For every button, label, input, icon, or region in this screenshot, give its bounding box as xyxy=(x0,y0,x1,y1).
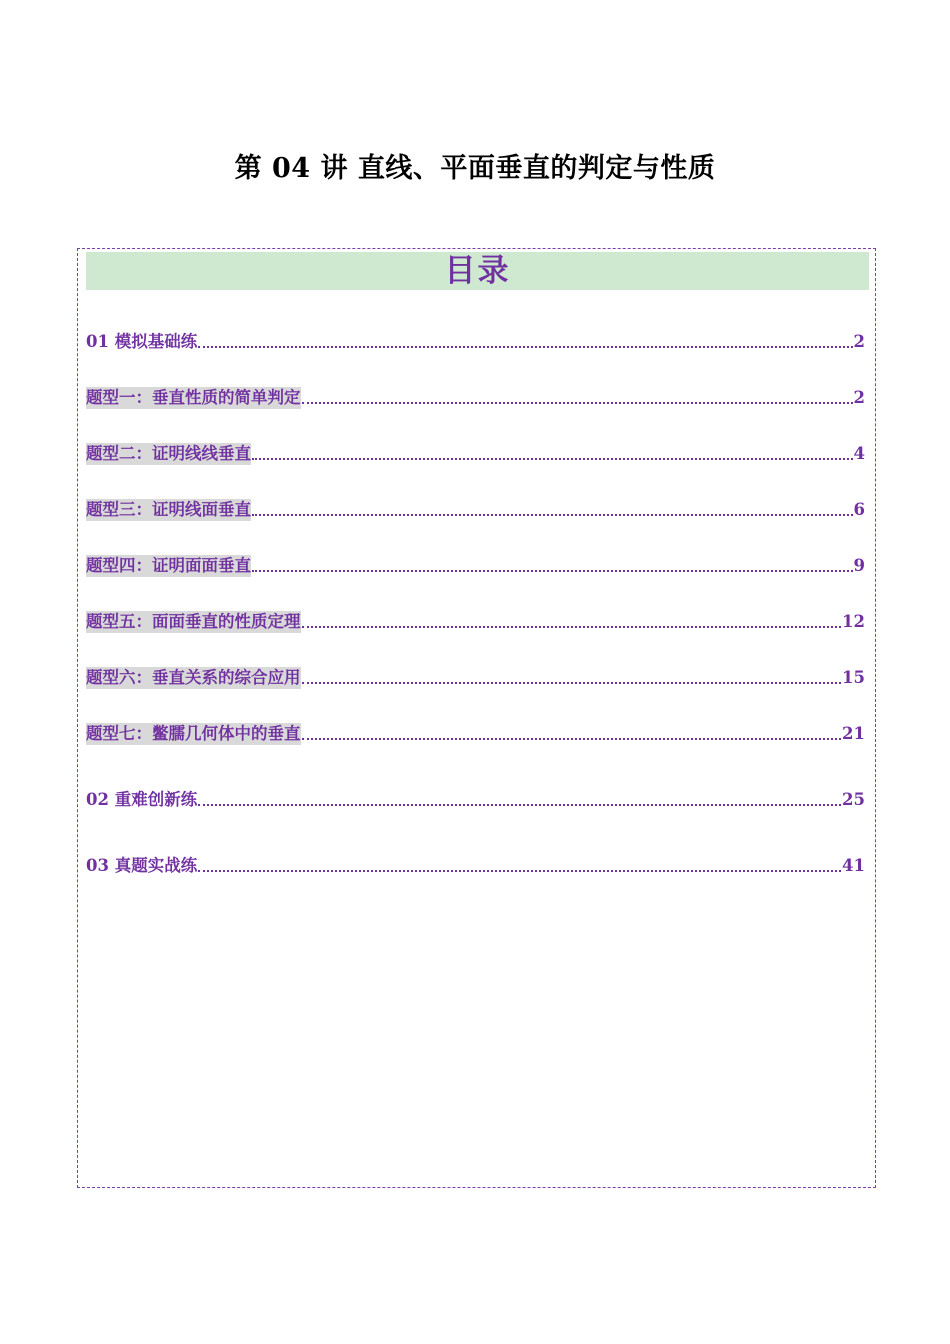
toc-entry-type-4[interactable] xyxy=(86,553,865,577)
toc-entry-label: 题型一：垂直性质的简单判定 xyxy=(86,388,301,407)
toc-page-number: 2 xyxy=(853,332,865,351)
toc-dot-leader xyxy=(252,456,853,460)
toc-dot-leader xyxy=(302,400,853,404)
toc-page-number: 15 xyxy=(842,668,865,687)
toc-dot-leader xyxy=(198,868,841,872)
toc-dot-leader xyxy=(252,512,853,516)
toc-page-number: 6 xyxy=(853,500,865,519)
toc-entry-label: 题型二：证明线线垂直 xyxy=(86,444,251,463)
page-title: 第 04 讲 直线、平面垂直的判定与性质 xyxy=(234,153,716,184)
toc-page-number: 2 xyxy=(853,388,865,407)
toc-page-number: 4 xyxy=(853,444,865,463)
toc-entry-label: 01 模拟基础练 xyxy=(86,332,198,351)
toc-entry-type-2[interactable] xyxy=(86,441,865,465)
toc-entry-advanced-practice[interactable] xyxy=(86,787,865,811)
toc-entry-label: 题型七：鳖臑几何体中的垂直 xyxy=(86,724,301,743)
toc-dot-leader xyxy=(302,624,842,628)
toc-entry-label: 题型四：证明面面垂直 xyxy=(86,556,251,575)
toc-entry-type-7[interactable] xyxy=(86,721,865,745)
toc-dot-leader xyxy=(252,568,853,572)
toc-entry-label: 02 重难创新练 xyxy=(86,790,198,809)
toc-entry-label: 题型三：证明线面垂直 xyxy=(86,500,251,519)
toc-entry-type-6[interactable] xyxy=(86,665,865,689)
toc-entry-basic-practice[interactable] xyxy=(86,329,865,353)
toc-entry-label: 题型五：面面垂直的性质定理 xyxy=(86,612,301,631)
toc-dot-leader xyxy=(198,344,852,348)
toc-page-number: 12 xyxy=(842,612,865,631)
toc-page-number: 25 xyxy=(842,790,865,809)
toc-entry-type-1[interactable] xyxy=(86,385,865,409)
table-of-contents xyxy=(77,248,876,1188)
toc-page-number: 41 xyxy=(842,856,865,875)
toc-heading: 目录 xyxy=(86,252,869,290)
toc-entry-real-exam-practice[interactable] xyxy=(86,853,865,877)
toc-dot-leader xyxy=(302,680,842,684)
toc-entry-type-3[interactable] xyxy=(86,497,865,521)
toc-page-number: 21 xyxy=(842,724,865,743)
toc-entry-label: 03 真题实战练 xyxy=(86,856,198,875)
toc-entry-type-5[interactable] xyxy=(86,609,865,633)
toc-dot-leader xyxy=(302,736,842,740)
toc-dot-leader xyxy=(198,802,841,806)
toc-page-number: 9 xyxy=(853,556,865,575)
toc-entry-label: 题型六：垂直关系的综合应用 xyxy=(86,668,301,687)
